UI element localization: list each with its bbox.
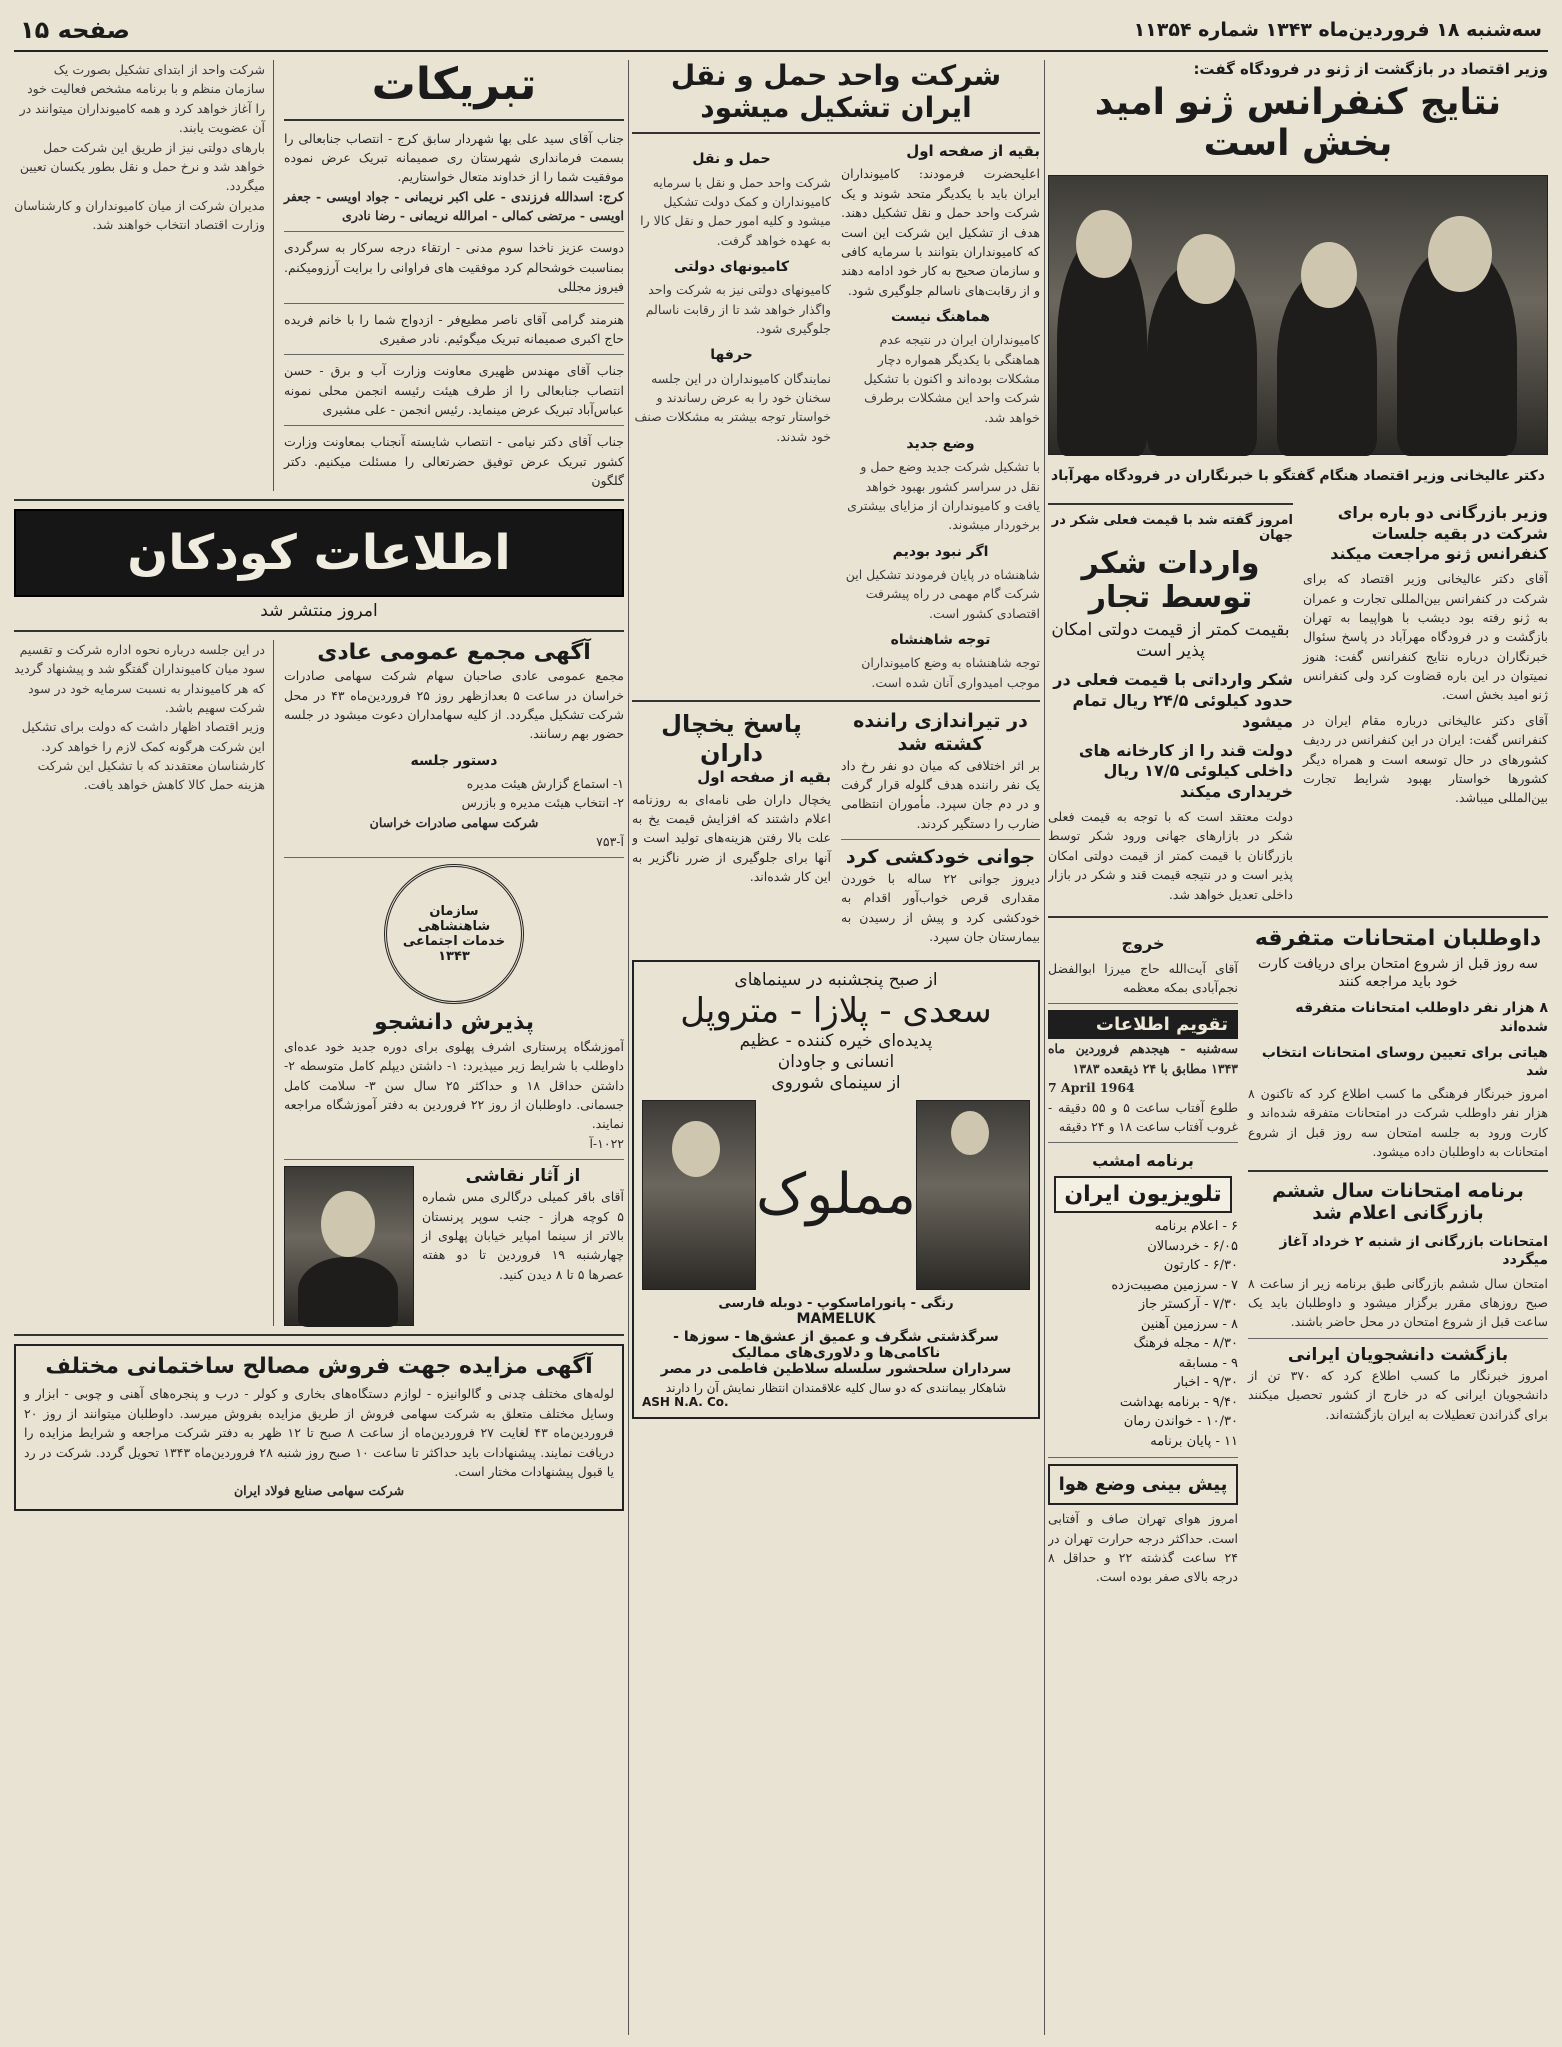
tv-item: ۹ - مسابقه	[1178, 1355, 1238, 1371]
cinema-synopsis: سرگذشتی شگرف و عمیق از عشق‌ها - سوزها - ناکامی‌ها و دلاوری‌های ممالیک	[673, 1329, 999, 1362]
issue-date: سه‌شنبه ۱۸ فروردین‌ماه ۱۳۴۳ شماره ۱۱۳۵۴	[1133, 19, 1542, 41]
students-headline: بازگشت دانشجویان ایرانی	[1287, 1344, 1509, 1365]
transport-headline: شرکت واحد حمل و نقل ایران تشکیل میشود	[670, 60, 1002, 125]
transport-text: اعلیحضرت فرمودند: کامیونداران ایران باید با یکدیگر متحد شوند و یک شرکت واحد حمل و نقل تشکیل دهند. هدف از تشکیل این شرکت این است که کامیونداران بتوانند با سرمایه کافی و سازمان صحیح به کار خود ادامه دهند و از رقابت‌های ناسالم جلوگیری شود.	[841, 166, 1040, 298]
assembly-agenda-1: ۱- استماع گزارش هیئت مدیره	[466, 775, 624, 791]
auction-signature: شرکت سهامی صنایع فولاد ایران	[233, 1483, 405, 1499]
assembly-text: مجمع عمومی عادی صاحبان سهام شرکت سهامی صادرات خراسان در ساعت ۵ بعدازظهر روز ۲۵ فروردین‌ماه ۴۳ در محل شرکت تشکیل میگردد. از کلیه سهامداران دعوت میشود در جلسه حضور بهم رسانند.	[284, 668, 624, 742]
sugar-bullet-1: شکر وارداتی با قیمت فعلی در حدود کیلوئی ۲۴/۵ ریال تمام میشود	[1053, 670, 1293, 731]
tv-item: ۸/۳۰ - مجله فرهنگ	[1133, 1336, 1238, 1352]
kids-banner: اطلاعات کودکان	[14, 509, 624, 597]
weather-text: امروز هوای تهران صاف و آفتابی است. حداکثر درجه حرارت تهران در ۲۴ ساعت گذشته ۲۲ و حداقل ۸ درجه بالای صفر بوده است.	[1048, 1511, 1238, 1585]
exit-text: آقای آیت‌الله حاج میرزا ابوالفضل نجم‌آبادی بمکه معظمه	[1048, 960, 1238, 996]
column-news-right	[1048, 60, 1548, 2035]
auction-headline: آگهی مزایده جهت فروش مصالح ساختمانی مختلف	[45, 1354, 593, 1380]
geneva-bullet: وزیر بازرگانی دو باره برای شرکت در بقیه جلسات کنفرانس ژنو مراجعت میکند	[1330, 502, 1548, 564]
cinema-credit: ASH N.A. Co.	[642, 1395, 729, 1410]
exit-label: خروج	[1121, 933, 1165, 953]
sugar-text: دولت معتقد است که با توجه به قیمت فعلی شکر در بازارهای جهانی ورود شکر توسط بازرگانان با قیمت کمتر از قیمت دولتی امکان پذیر است و در نتیجه قیمت قند و شکر در بازار داخلی تعدیل خواهد شد.	[1048, 809, 1293, 902]
exams-bullet-1: ۸ هزار نفر داوطلب امتحانات متفرقه شده‌اند	[1295, 1000, 1548, 1035]
congrats-item: دوست عزیز ناخدا سوم مدنی - ارتقاء درجه سرکار به سرگردی بمناسبت خوشحالم کرد موفقیت های فراوانی را برایت آرزومیکنم. فیروز مجللی	[284, 240, 624, 295]
congrats-item: جناب آقای دکتر نیامی - انتصاب شایسته آنجناب بمعاونت وزارت کشور تبریک عرض توفیق حضرتعالی را مسئلت میکنیم. دکتر گلگون	[284, 434, 624, 489]
tv-item: ۷/۳۰ - آرکستر جاز	[1138, 1297, 1238, 1313]
assembly-signature: شرکت سهامی صادرات خراسان	[369, 814, 539, 830]
suicide-text: دیروز جوانی ۲۲ ساله با خوردن مقداری قرص خواب‌آور اقدام به خودکشی کرد و پیش از رسیدن به بیمارستان جان سپرد.	[841, 870, 1040, 945]
page-number: صفحه ۱۵	[20, 16, 130, 44]
nursing-text: آموزشگاه پرستاری اشرف پهلوی برای دوره جدید خود عده‌ای داوطلب با شرایط زیر میپذیرد: ۱- داشتن دیپلم کامل متوسطه ۲- داشتن حداقل ۱۸ و حداکثر ۲۵ سال سن ۳- سلامت کامل جسمانی. داوطلبان از روز ۲۲ فروردین به دفتر آموزشگاه مراجعه نمایند.	[284, 1038, 624, 1132]
weather-logo: پیش بینی وضع هوا	[1048, 1464, 1238, 1505]
fridge-cont: بقیه از صفحه اول	[697, 767, 831, 786]
congrats-item: جناب آقای مهندس ظهیری معاونت وزارت آب و برق - حسن انتصاب جنابعالی را از طرف هیئت رئیسه انجمن محلی نمونه عباس‌آباد تبریک عرض مینماید. رئیس انجمن - علی مشیری	[284, 363, 624, 418]
fridge-text: یخچال داران طی نامه‌ای به روزنامه اعلام داشتند که افزایش قیمت یخ به علت بالا رفتن هزینه‌های تولید است و آنها برای جلوگیری از ضرر ناگزیر به این کار شده‌اند.	[632, 791, 831, 885]
geneva-article	[1048, 60, 1548, 904]
transport-sub-4: حمل و نقل	[692, 151, 771, 168]
assembly-agenda-2: ۲- انتخاب هیئت مدیره و بازرس	[461, 795, 624, 811]
tv-item: ۹/۴۰ - برنامه بهداشت	[1119, 1394, 1238, 1410]
commerce-headline: برنامه امتحانات سال ششم بازرگانی اعلام شد	[1272, 1179, 1524, 1225]
cinema-actor-image	[642, 1100, 756, 1290]
tv-item: ۸ - سرزمین آهنین	[1140, 1316, 1238, 1332]
transport-sub-3: اگر نبود بودیم	[892, 543, 989, 560]
transport-sub-2: وضع جدید	[906, 436, 975, 453]
transport-sub-7: توجه شاهنشاه	[890, 632, 991, 649]
tv-schedule	[1048, 1217, 1238, 1451]
info-calendar-title: تقویم اطلاعات	[1048, 1010, 1238, 1039]
commerce-text: امتحان سال ششم بازرگانی طبق برنامه زیر از ساعت ۸ صبح روزهای مقرر برگزار میشود و داوطلبان باید یک ساعت قبل از شروع امتحان در محل حاضر باشند.	[1248, 1275, 1548, 1330]
tv-item: ۹/۳۰ - اخبار	[1174, 1375, 1238, 1391]
assembly-headline: آگهی مجمع عمومی عادی	[317, 639, 591, 665]
tv-item: ۷ - سرزمین مصیبت‌زده	[1111, 1277, 1238, 1293]
column-news-middle: شرکت واحد حمل و نقل ایران تشکیل میشود بقیه از صفحه اول اعلیحضرت فرمودند: کامیونداران ایران باید با یکدیگر متحد شوند و یک شرکت واحد حمل و نقل تشکیل دهند. هدف از تشکیل این شرکت این است که کامیونداران بتوانند با سرمایه کافی و سازمان صحیح به کار خود ادامه دهند و از رقابت‌های ناسالم جلوگیری شود. هماهنگ نیست کامیونداران ایران در نتیجه عدم هماهنگی با یکدیگر همواره دچار مشکلات بوده‌اند و اکنون با تشکیل شرکت واحد این مشکلات برطرف خواهد شد. وضع جدید با تشکیل شرکت جدید وضع حمل و نقل در سراسر کشور بهبود خواهد یافت و کامیونداران از مزایای بیشتری برخوردار میشوند. اگر نبود بودیم شاهنشاه در پایان فرمودند تشکیل این شرکت گام مهمی در راه پیشرفت اقتصادی کشور است. توجه شاهنشاه توجه شاهنشاه به وضع کامیونداران موجب امیدواری آنان شده است. حمل و نقل شرکت واحد حمل و نقل با سرمایه کامیونداران و کمک دولت تشکیل میشود و کلیه امور حمل و نقل کالا را به عهده خواهد گرفت. کامیونهای دولتی کامیونهای دولتی نیز به شرکت واحد واگذار خواهد شد تا از رقابت ناسالم جلوگیری شود. حرفها نمایندگان کامیونداران در این جلسه سخنان خود را به عرض رساندند و خواستار توجه بیشتر به مشکلات صنف خود شدند. در تیراندازی راننده کشته شد بر اثر اختلافی که میان دو نفر رخ داد یک نفر راننده هدف گلوله قرار گرفت و در دم جان سپرد. مأموران انتظامی ضارب را دستگیر کردند. جوانی خودکشی کرد دیروز جوانی ۲۲ ساله با خوردن مقداری قرص خواب‌آور اقدام به خودکشی کرد و پیش از رسیدن به بیمارستان جان سپرد. پاسخ یخچال داران بقیه از صفحه اول یخچال داران طی نامه‌ای به روزنامه اعلام داشتند که افزایش قیمت یخ به علت بالا رفتن هزینه‌های تولید است و آنها برای جلوگیری از ضرر ناگزیر به این کار شده‌اند. از صبح پنجشنبه در سینماهای سعدی - پلازا - متروپل پدیده‌ای خیره کننده - عظیم انسانی و جاودان از سینمای شوروی مملوک رنگی - پانوراماسکوپ - دوبله فارسی MAMELUK سرگذشتی شگرف و عمیق از عشق‌ها - سوزها - ناکامی‌ها و دلاوری‌های ممالیک سرداران سلحشور سلسله سلاطین فاطمی در مصر شاهکار بیمانندی که دو سال کلیه علاقمندان انتظار نمایش آن را دارند ASH N.A. Co.	[632, 60, 1040, 2035]
nursing-code: ۱۰۲۲-آ	[589, 1135, 624, 1151]
tv-item: ۱۰/۳۰ - خواندن رمان	[1123, 1414, 1238, 1430]
cinema-top: از صبح پنجشنبه در سینماهای	[734, 970, 938, 991]
column-ads-left: تبریکات جناب آقای سید علی بها شهردار سابق کرج - انتصاب جنابعالی را بسمت فرمانداری شهرستان ری صمیمانه تبریک عرض نموده موفقیت شما را از خداوند متعال خواستاریم. کرج: اسدالله فرزندی - علی اکبر نریمانی - جواد اویسی - جعفر اویسی - مرتضی کمالی - امرالله نریمانی - رضا نادری دوست عزیز ناخدا سوم مدنی - ارتقاء درجه سرکار به سرگردی بمناسبت خوشحالم کرد موفقیت های فراوانی را برایت آرزومیکنم. فیروز مجللی هنرمند گرامی آقای ناصر مطیع‌فر - ازدواج شما را با خانم فریده حاج اکبری صمیمانه تبریک میگوئیم. نادر صفیری جناب آقای مهندس ظهیری معاونت وزارت آب و برق - حسن انتصاب جنابعالی را از طرف هیئت رئیسه انجمن محلی نمونه عباس‌آباد تبریک عرض مینماید. رئیس انجمن - علی مشیری جناب آقای دکتر نیامی - انتصاب شایسته آنجناب بمعاونت وزارت کشور تبریک عرض توفیق حضرتعالی را مسئلت میکنیم. دکتر گلگون شرکت واحد از ابتدای تشکیل بصورت یک سازمان منظم و با برنامه مشخص فعالیت خود را آغاز خواهد کرد و همه کامیونداران میتوانند در آن عضویت یابند. بارهای دولتی نیز از طریق این شرکت حمل خواهد شد و نرخ حمل و نقل بطور یکسان تعیین میگردد. مدیران شرکت از میان کامیونداران و کارشناسان وزارت اقتصاد انتخاب خواهند شد. اطلاعات کودکان امروز منتشر شد آگهی مجمع عمومی عادی مجمع عمومی عادی صاحبان سهام شرکت سهامی صادرات خراسان در ساعت ۵ بعدازظهر روز ۲۵ فروردین‌ماه ۴۳ در محل شرکت تشکیل میگردد. از کلیه سهامداران دعوت میشود در جلسه حضور بهم رسانند. دستور جلسه ۱- استماع گزارش هیئت مدیره ۲- انتخاب هیئت مدیره و بازرس شرکت سهامی صادرات خراسان آ-۷۵۳ سازمان شاهنشاهی خدمات اجتماعی ۱۳۴۳ پذیرش دانشجو آموزشگاه پرستاری اشرف پهلوی برای دوره جدید خود عده‌ای داوطلب با شرایط زیر میپذیرد: ۱- داشتن دیپلم کامل متوسطه ۲- داشتن حداقل ۱۸ و حداکثر ۲۵ سال سن ۳- سلامت کامل جسمانی. داوطلبان از روز ۲۲ فروردین به دفتر آموزشگاه مراجعه نمایند. ۱۰۲۲-آ از آثار نقاشی آقای باقر کمیلی درگالری مس شماره ۵ کوچه هراز - جنب سوپر پرنستان بالاتر از سینما امپایر خیابان پهلوی از چهارشنبه ۱۹ فروردین تا دو هفته عصرها ۵ تا ۸ دیدن کنید. در این جلسه درباره نحوه اداره شرکت و تقسیم سود میان کامیونداران گفتگو شد و پیشنهاد گردید که هر کامیوندار به نسبت سرمایه خود در سود شرکت سهیم باشد. وزیر اقتصاد اظهار داشت که دولت برای تشکیل این شرکت هرگونه کمک لازم را خواهد کرد. کارشناسان معتقدند که با تشکیل این شرکت هزینه حمل کالا کاهش خواهد یافت. آگهی مزایده جهت فروش مصالح ساختمانی مختلف لوله‌های مختلف چدنی و گالوانیزه - لوازم دستگاه‌های بخاری و کولر - درب و پنجره‌های آهنی و چوبی - ابزار و وسایل مختلف متعلق به شرکت سهامی فروش از طریق مزایده بفروش میرسد. داوطلبان میتوانند از روز ۲۰ فروردین‌ماه ۴۳ لغایت ۲۷ فروردین‌ماه از ساعت ۸ صبح تا ۱۲ ظهر به دفتر شرکت مراجعه و شرایط مزایده را دریافت نمایند. پیشنهادات باید حداکثر تا ساعت ۱۰ صبح روز شنبه ۲۸ فروردین‌ماه ۱۳۴۳ تحویل گردد. شرکت در رد یا قبول پیشنهادات مختار است. شرکت سهامی صنایع فولاد ایران	[14, 60, 624, 2035]
assembly-agenda-title: دستور جلسه	[410, 752, 498, 769]
sugar-subhead: بقیمت کمتر از قیمت دولتی امکان پذیر است	[1051, 619, 1290, 662]
info-calendar-dates: سه‌شنبه - هیجدهم فروردین ماه ۱۳۴۳ مطابق با ۲۴ ذیقعده ۱۳۸۳	[1048, 1041, 1238, 1076]
tv-item: ۶/۳۰ - کارتون	[1163, 1258, 1238, 1274]
cinema-format: رنگی - پانوراماسکوپ - دوبله فارسی	[718, 1296, 954, 1312]
suicide-headline: جوانی خودکشی کرد	[845, 846, 1036, 869]
info-calendar-en: 7 April 1964	[1048, 1080, 1135, 1096]
sugar-bullet-2: دولت قند را از کارخانه های داخلی کیلوئی ۱۷/۵ ریال خریداری میکند	[1078, 740, 1293, 802]
exams-text: امروز خبرنگار فرهنگی ما کسب اطلاع کرد که تاکنون ۸ هزار نفر داوطلب شرکت در امتحانات متفرقه شده‌اند و کارت ورود به جلسه امتحان سه روز قبل از شروع امتحانات به داوطلبان داده میشود.	[1248, 1086, 1548, 1160]
congrats-item: کرج: اسدالله فرزندی - علی اکبر نریمانی - جواد اویسی - جعفر اویسی - مرتضی کمالی - امرالله نریمانی - رضا نادری	[284, 188, 624, 224]
cinema-ad	[632, 960, 1040, 1419]
transport-sub-5: کامیونهای دولتی	[673, 259, 790, 276]
tv-item: ۶ - اعلام برنامه	[1154, 1219, 1238, 1235]
tv-item: ۱۱ - پایان برنامه	[1150, 1433, 1238, 1449]
sugar-headline: واردات شکر توسط تجار	[1081, 545, 1260, 616]
painting-text: آقای باقر کمیلی درگالری مس شماره ۵ کوچه هراز - جنب سوپر پرنستان بالاتر از سینما امپایر خیابان پهلوی از چهارشنبه ۱۹ فروردین تا دو هفته عصرها ۵ تا ۸ دیدن کنید.	[422, 1189, 624, 1282]
congrats-item: جناب آقای سید علی بها شهردار سابق کرج - انتصاب جنابعالی را بسمت فرمانداری شهرستان ری صمیمانه تبریک عرض نموده موفقیت شما را از خداوند متعال خواستاریم.	[284, 130, 624, 185]
tv-logo: تلویزیون ایران	[1054, 1176, 1231, 1213]
auction-text: لوله‌های مختلف چدنی و گالوانیزه - لوازم دستگاه‌های بخاری و کولر - درب و پنجره‌های آهنی و چوبی - ابزار و وسایل مختلف متعلق به شرکت سهامی فروش از طریق مزایده بفروش میرسد. داوطلبان میتوانند از روز ۲۰ فروردین‌ماه ۴۳ لغایت ۲۷ فروردین‌ماه از ساعت ۸ صبح تا ۱۲ ظهر به دفتر شرکت مراجعه و شرایط مزایده را دریافت نمایند. پیشنهادات باید حداکثر تا ساعت ۱۰ صبح روز شنبه ۲۸ فروردین‌ماه ۱۳۴۳ تحویل گردد. شرکت در رد یا قبول پیشنهادات مختار است.	[24, 1386, 614, 1479]
geneva-photo	[1048, 175, 1548, 484]
sugar-kicker: امروز گفته شد با قیمت فعلی شکر در جهان	[1051, 512, 1293, 543]
cinema-title-en: MAMELUK	[796, 1311, 876, 1328]
newspaper-page	[14, 10, 1548, 2037]
cinema-line-3: شاهکار بیمانندی که دو سال کلیه علاقمندان انتظار نمایش آن را دارند	[665, 1381, 1007, 1396]
nursing-seal: سازمان شاهنشاهی خدمات اجتماعی ۱۳۴۳	[384, 864, 524, 1004]
transport-sub-6: حرفها	[710, 347, 753, 364]
tv-section-title: برنامه امشب	[1092, 1151, 1194, 1171]
assembly-code: آ-۷۵۳	[596, 834, 624, 850]
students-text: امروز خبرنگار ما کسب اطلاع کرد که ۳۷۰ تن از دانشجویان ایرانی که در خارج از کشور تحصیل میکنند برای گذراندن تعطیلات به ایران بازگشته‌اند.	[1248, 1367, 1548, 1422]
shooting-text: بر اثر اختلافی که میان دو نفر رخ داد یک نفر راننده هدف گلوله قرار گرفت و در دم جان سپرد. مأموران انتظامی ضارب را دستگیر کردند.	[841, 757, 1040, 831]
kids-note: امروز منتشر شد	[260, 600, 378, 621]
cinema-tagline-1: پدیده‌ای خیره کننده - عظیم	[739, 1030, 933, 1051]
exams-subhead: سه روز قبل از شروع امتحان برای دریافت کارت خود باید مراجعه کنند	[1258, 956, 1538, 990]
cinema-names: سعدی - پلازا - متروپل	[680, 990, 992, 1031]
tv-item: ۶/۰۵ - خردسالان	[1147, 1238, 1238, 1254]
transport-cont: بقیه از صفحه اول	[906, 142, 1040, 161]
masthead	[14, 10, 1548, 52]
geneva-kicker: وزیر اقتصاد در بازگشت از ژنو در فرودگاه گفت:	[1193, 60, 1548, 78]
transport-sub-1: هماهنگ نیست	[890, 309, 991, 325]
cinema-dancer-image	[916, 1100, 1030, 1290]
cinema-title-fa: مملوک	[756, 1162, 916, 1228]
cinema-tagline-2: انسانی و جاودان	[777, 1051, 895, 1072]
auction-ad	[14, 1344, 624, 1511]
painting-headline: از آثار نقاشی	[465, 1166, 581, 1187]
congrats-item: هنرمند گرامی آقای ناصر مطیع‌فر - ازدواج شما را با خانم فریده حاج اکبری صمیمانه تبریک میگوئیم. نادر صفیری	[284, 311, 624, 346]
cinema-line-2: سرداران سلحشور سلسله سلاطین فاطمی در مصر	[660, 1361, 1012, 1378]
exams-bullet-2: هیاتی برای تعیین روسای امتحانات انتخاب شد	[1261, 1044, 1548, 1079]
nursing-headline: پذیرش دانشجو	[373, 1010, 535, 1036]
cinema-tagline-3: از سینمای شوروی	[771, 1073, 901, 1094]
info-calendar-sun: طلوع آفتاب ساعت ۵ و ۵۵ دقیقه - غروب آفتاب ساعت ۱۸ و ۲۴ دقیقه	[1048, 1099, 1239, 1134]
painter-portrait	[284, 1166, 414, 1326]
geneva-text-b: آقای دکتر عالیخانی درباره مقام ایران در کنفرانس گفت: ایران در این کنفرانس در ردیف کشورهای در حال توسعه است و همراه دیگر کشورها خواستار بهبود شرایط تجارت بین‌المللی میباشد.	[1303, 712, 1548, 806]
geneva-text-a: آقای دکتر عالیخانی وزیر اقتصاد که برای شرکت در کنفرانس بین‌المللی تجارت و عمران به ژنو رفته بود دیشب با هواپیما به تهران بازگشت و در فرودگاه مهرآباد در پاسخ سئوال خبرنگاران درباره نتایج کنفرانس گفت: هنوز نمیتوان در این باره قضاوت کرد ولی کنفرانس ژنو امید بخش است.	[1303, 571, 1548, 703]
commerce-bullet: امتحانات بازرگانی از شنبه ۲ خرداد آغاز میگردد	[1279, 1234, 1548, 1269]
fridge-headline: پاسخ یخچال داران	[661, 710, 802, 767]
shooting-headline: در تیراندازی راننده کشته شد	[853, 710, 1028, 755]
geneva-headline: نتایج کنفرانس ژنو امید بخش است	[1094, 82, 1502, 165]
congrats-headline: تبریکات	[371, 60, 537, 110]
geneva-photo-caption: دکتر عالیخانی وزیر اقتصاد هنگام گفتگو با خبرنگاران در فرودگاه مهرآباد	[1051, 467, 1545, 484]
exams-headline: داوطلبان امتحانات متفرقه	[1254, 925, 1542, 951]
